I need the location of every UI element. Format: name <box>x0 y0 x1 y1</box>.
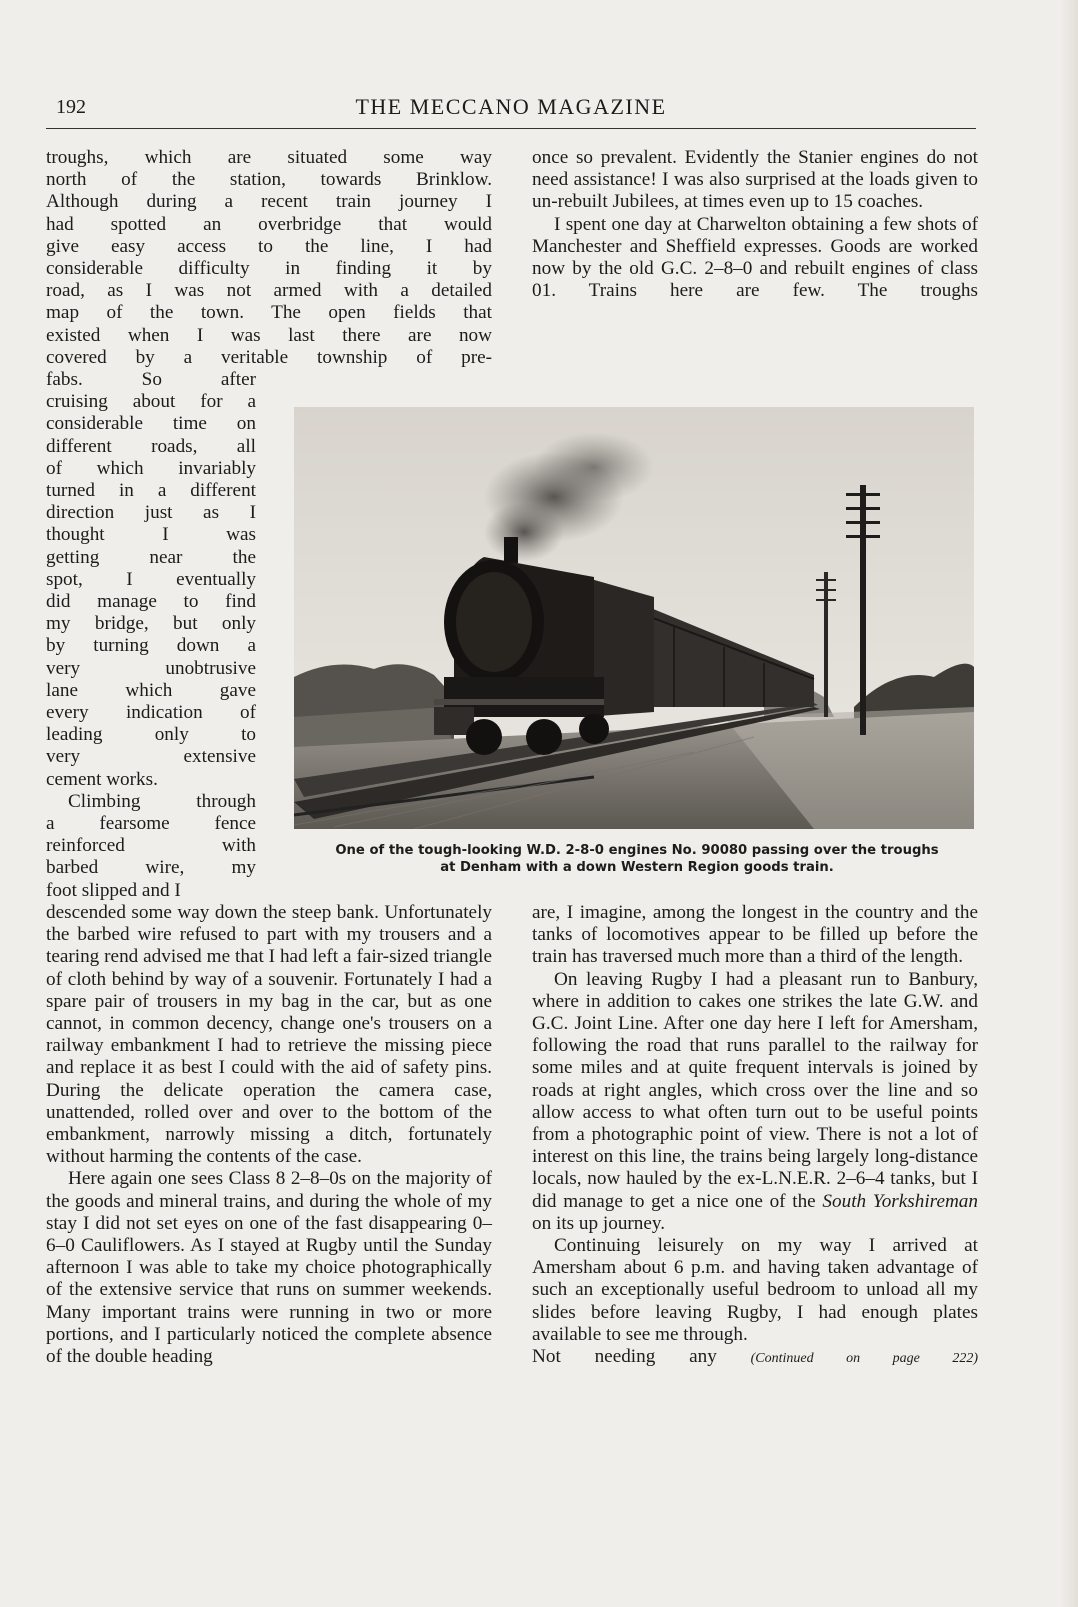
caption-line: One of the tough-looking W.D. 2-8-0 engines No. 90080 passing over the troughs <box>335 843 939 858</box>
text-line: lane which gave <box>46 679 256 701</box>
text-line: every indication of <box>46 702 256 724</box>
left-column-narrow <box>46 369 256 902</box>
paragraph: are, I imagine, among the longest in the country and the tanks of locomotives appear to be filled up before the train has traversed much more than a third of the length. <box>532 902 978 968</box>
text-line: very unobtrusive <box>46 657 256 679</box>
text-line: of which invariably <box>46 457 256 479</box>
text-line: considerable time on <box>46 413 256 435</box>
page-edge-shadow <box>1060 0 1078 1607</box>
paragraph: descended some way down the steep bank. Unfortunately the barbed wire refused to part with my trousers and a tearing rend advised me that I had left a fair-sized triangle of cloth behind by way of a souvenir. Fortunately I had a spare pair of trousers in my bag in the car, but as one cannot, in common decency, change one's trousers on a railway embankment I had to retrieve the missing piece and replace it as best I could with the aid of safety pins. During the delicate operation the camera case, unattended, rolled over and over to the bottom of the embankment, narrowly missing a ditch, fortunately without harming the contents of the case. <box>46 902 492 1168</box>
text-line: by turning down a <box>46 635 256 657</box>
text-line: my bridge, but only <box>46 613 256 635</box>
text-line: did manage to find <box>46 591 256 613</box>
text-line: very extensive <box>46 746 256 768</box>
text-line: spot, I eventually <box>46 568 256 590</box>
text-line: covered by a veritable township of pre- <box>46 346 492 368</box>
paragraph-last-line <box>532 1346 978 1370</box>
text-line: thought I was <box>46 524 256 546</box>
text-line: cement works. <box>46 768 158 790</box>
train-name: South Yorkshireman <box>822 1190 978 1212</box>
text-line: Although during a recent train journey I <box>46 191 492 213</box>
text-line: give easy access to the line, I had <box>46 235 492 257</box>
text-line: considerable difficulty in finding it by <box>46 258 492 280</box>
right-column-bottom <box>532 902 978 1370</box>
text-line: map of the town. The open fields that <box>46 302 492 324</box>
text-line: Climbing through <box>68 790 256 812</box>
text-line: reinforced with <box>46 835 256 857</box>
left-column-bottom <box>46 902 492 1368</box>
locomotive-photo <box>294 407 974 829</box>
paragraph: I spent one day at Charwelton obtaining a few shots of Manchester and Sheffield expresses. Goods are worked now by the old G.C. 2–8–0 and rebuilt engines of class 01. Trains here are few. The troughs <box>532 213 978 302</box>
paragraph-text-end: on its up journey. <box>532 1212 666 1234</box>
page-number: 192 <box>56 96 86 118</box>
caption-line: at Denham with a down Western Region goods train. <box>440 860 834 875</box>
text-line: fabs. So after <box>46 369 256 390</box>
paragraph-text: On leaving Rugby I had a pleasant run to Banbury, where in addition to cakes one strikes the late G.W. and G.C. Joint Line. After one day here I left for Amersham, following the road that runs parallel to the railway for some miles and at quite frequent intervals is joined by roads at right angles, which cross over the line and so allow access to what often turn out to be useful points from a photographic point of view. There is not a lot of interest on this line, the trains being largely long-distance locals, now hauled by the ex-L.N.E.R. 2–6–4 tanks, but I did manage to get a nice one of the <box>532 968 978 1212</box>
text-line: leading only to <box>46 724 256 746</box>
left-column-top <box>46 147 492 369</box>
text-line: turned in a different <box>46 480 256 502</box>
magazine-title: THE MECCANO MAGAZINE <box>355 94 667 119</box>
text-line: cruising about for a <box>46 391 256 413</box>
continued-note: (Continued on page 222) <box>750 1351 978 1367</box>
text-line: foot slipped and I <box>46 879 181 901</box>
steam-locomotive-photo <box>294 407 974 829</box>
text-line: road, as I was not armed with a detailed <box>46 280 492 302</box>
text-line: had spotted an overbridge that would <box>46 213 492 235</box>
paragraph: Continuing leisurely on my way I arrived at Amersham about 6 p.m. and having taken advantage of such an exceptionally useful bedroom to unload all my slides before leaving Rugby, I had enough plates available to see me through. <box>532 1235 978 1345</box>
paragraph <box>532 969 978 1235</box>
text-line: troughs, which are situated some way <box>46 147 492 168</box>
text-line: north of the station, towards Brinklow. <box>46 169 492 191</box>
photo-caption <box>292 842 982 876</box>
paragraph: Here again one sees Class 8 2–8–0s on the majority of the goods and mineral trains, and during the whole of my stay I did not set eyes on one of the fast disappearing 0–6–0 Cauliflowers. As I stayed at Rugby until the Sunday afternoon I was able to take my choice photographically of the extensive service that runs on summer weekends. Many important trains were running in two or more portions, and I particularly noticed the complete absence of the double heading <box>46 1168 492 1368</box>
text-line: a fearsome fence <box>46 813 256 835</box>
text-line: existed when I was last there are now <box>46 324 492 346</box>
last-line-text: Not needing any <box>532 1346 717 1368</box>
text-line: different roads, all <box>46 435 256 457</box>
text-line: direction just as I <box>46 502 256 524</box>
paragraph: once so prevalent. Evidently the Stanier engines do not need assistance! I was also surprised at the loads given to un-rebuilt Jubilees, at times even up to 15 coaches. <box>532 147 978 213</box>
text-line: barbed wire, my <box>46 857 256 879</box>
right-column-top <box>532 147 978 302</box>
text-line: getting near the <box>46 546 256 568</box>
page-header <box>46 92 976 129</box>
